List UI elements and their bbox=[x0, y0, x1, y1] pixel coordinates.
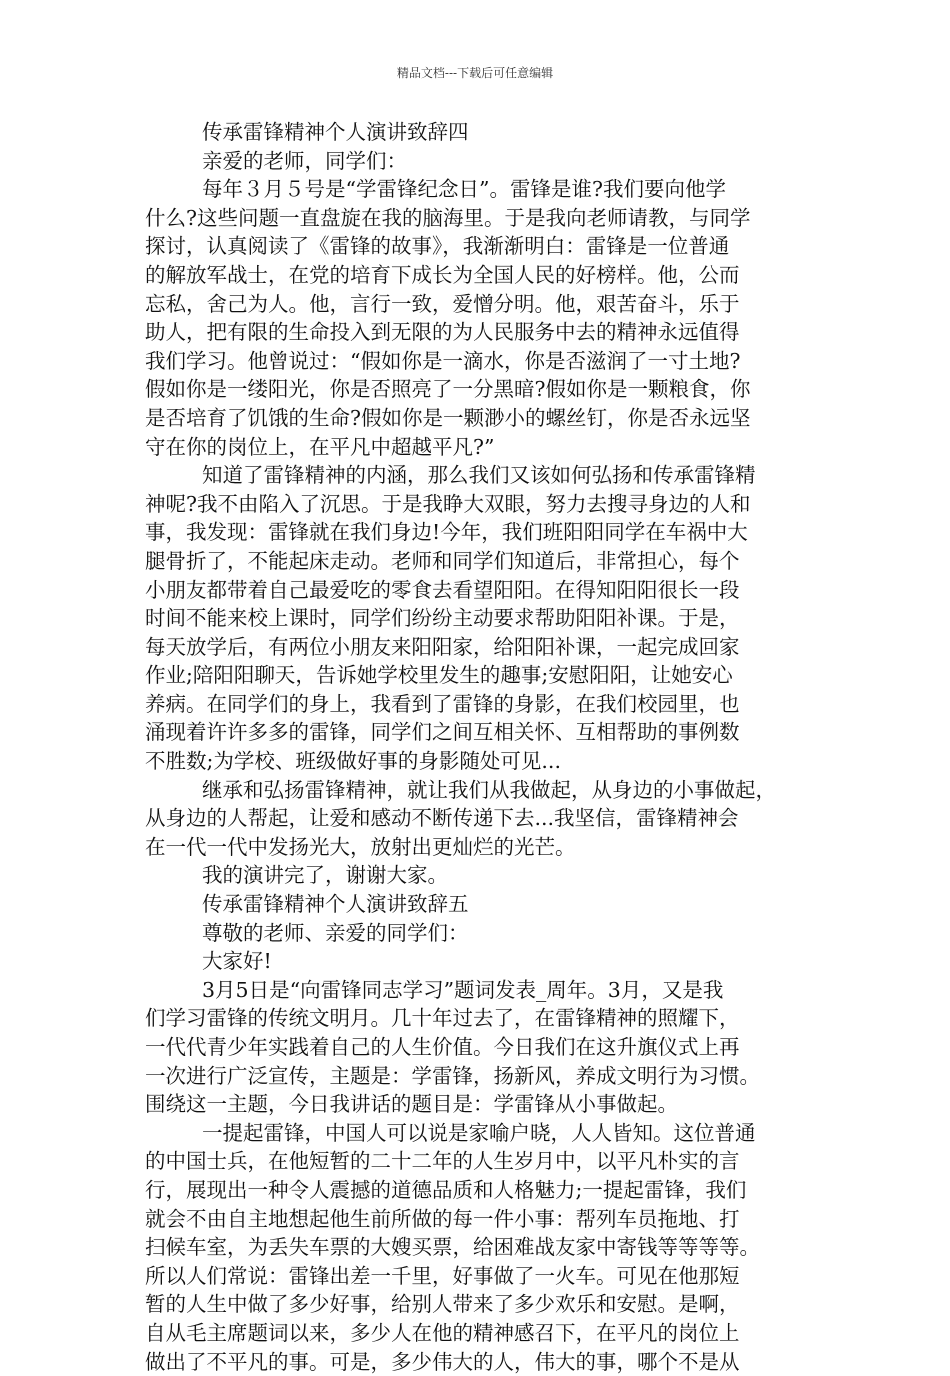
text-line: 助人，把有限的生命投入到无限的为人民服务中去的精神永远值得 bbox=[145, 320, 740, 345]
document-body bbox=[145, 118, 820, 1376]
text-line: 一提起雷锋，中国人可以说是家喻户晓，人人皆知。这位普通 bbox=[202, 1120, 756, 1145]
text-line: 做出了不平凡的事。可是，多少伟大的人，伟大的事，哪个不是从 bbox=[145, 1349, 740, 1374]
text-line: 的中国士兵，在他短暂的二十二年的人生岁月中，以平凡朴实的言 bbox=[145, 1149, 740, 1174]
text-line: 3月5日是“向雷锋同志学习”题词发表_周年。3月，又是我 bbox=[202, 977, 724, 1002]
text-line: 大家好! bbox=[202, 949, 272, 974]
text-line: 事，我发现：雷锋就在我们身边!今年，我们班阳阳同学在车祸中大 bbox=[145, 520, 748, 545]
text-line: 一代代青少年实践着自己的人生价值。今日我们在这升旗仪式上再 bbox=[145, 1035, 740, 1059]
text-line: 探讨，认真阅读了《雷锋的故事》，我渐渐明白：雷锋是一位普通 bbox=[145, 234, 730, 259]
text-line: 从身边的人帮起，让爱和感动不断传递下去...我坚信，雷锋精神会 bbox=[145, 806, 739, 831]
text-line: 作业;陪阳阳聊天，告诉她学校里发生的趣事;安慰阳阳，让她安心 bbox=[145, 663, 733, 688]
text-line: 的解放军战士，在党的培育下成长为全国人民的好榜样。他，公而 bbox=[145, 262, 740, 287]
text-line: 不胜数;为学校、班级做好事的身影随处可见... bbox=[145, 749, 561, 774]
text-line: 小朋友都带着自己最爱吃的零食去看望阳阳。在得知阳阳很长一段 bbox=[145, 577, 740, 602]
text-line: 知道了雷锋精神的内涵，那么我们又该如何弘扬和传承雷锋精 bbox=[202, 463, 756, 488]
text-line: 假如你是一缕阳光，你是否照亮了一分黑暗?假如你是一颗粮食，你 bbox=[145, 377, 751, 402]
text-line: 就会不由自主地想起他生前所做的每一件小事：帮列车员拖地、打 bbox=[145, 1206, 740, 1231]
text-line: 神呢?我不由陷入了沉思。于是我睁大双眼，努力去搜寻身边的人和 bbox=[145, 491, 751, 516]
text-line: 传承雷锋精神个人演讲致辞五 bbox=[202, 892, 469, 917]
text-line: 所以人们常说：雷锋出差一千里，好事做了一火车。可见在他那短 bbox=[145, 1263, 740, 1288]
text-line: 们学习雷锋的传统文明月。几十年过去了，在雷锋精神的照耀下， bbox=[145, 1006, 740, 1031]
text-line: 养病。在同学们的身上，我看到了雷锋的身影，在我们校园里，也 bbox=[145, 691, 740, 716]
page-header: 精品文档---下载后可任意编辑 bbox=[396, 66, 554, 80]
text-line: 在一代一代中发扬光大，放射出更灿烂的光芒。 bbox=[145, 834, 576, 859]
text-line: 我的演讲完了，谢谢大家。 bbox=[202, 863, 448, 888]
text-line: 忘私，舍己为人。他，言行一致，爱憎分明。他，艰苦奋斗，乐于 bbox=[145, 291, 740, 316]
text-line: 扫候车室，为丢失车票的大嫂买票，给困难战友家中寄钱等等等等。 bbox=[145, 1235, 760, 1260]
text-line: 每年３月５号是“学雷锋纪念日”。雷锋是谁?我们要向他学 bbox=[202, 177, 726, 202]
text-line: 行，展现出一种令人震撼的道德品质和人格魅力;一提起雷锋，我们 bbox=[145, 1177, 747, 1202]
text-line: 传承雷锋精神个人演讲致辞四 bbox=[202, 120, 469, 144]
text-line: 守在你的岗位上，在平凡中超越平凡?” bbox=[145, 434, 495, 459]
text-line: 暂的人生中做了多少好事，给别人带来了多少欢乐和安慰。是啊， bbox=[145, 1292, 740, 1317]
text-line: 我们学习。他曾说过：“假如你是一滴水，你是否滋润了一寸土地? bbox=[145, 348, 741, 373]
text-line: 是否培育了饥饿的生命?假如你是一颗渺小的螺丝钉，你是否永远坚 bbox=[145, 405, 751, 430]
text-line: 围绕这一主题，今日我讲话的题目是：学雷锋从小事做起。 bbox=[145, 1092, 678, 1117]
text-line: 尊敬的老师、亲爱的同学们： bbox=[202, 920, 469, 945]
text-line: 自从毛主席题词以来，多少人在他的精神感召下，在平凡的岗位上 bbox=[145, 1320, 740, 1345]
text-line: 腿骨折了，不能起床走动。老师和同学们知道后，非常担心，每个 bbox=[145, 548, 740, 573]
text-line: 亲爱的老师，同学们： bbox=[202, 148, 407, 173]
text-line: 时间不能来校上课时，同学们纷纷主动要求帮助阳阳补课。于是， bbox=[145, 606, 740, 631]
text-line: 继承和弘扬雷锋精神，就让我们从我做起，从身边的小事做起， bbox=[202, 777, 776, 802]
text-line: 一次进行广泛宣传，主题是：学雷锋，扬新风，养成文明行为习惯。 bbox=[145, 1063, 760, 1088]
text-line: 每天放学后，有两位小朋友来阳阳家，给阳阳补课，一起完成回家 bbox=[145, 634, 740, 659]
text-line: 涌现着许许多多的雷锋，同学们之间互相关怀、互相帮助的事例数 bbox=[145, 720, 740, 745]
text-line: 什么?这些问题一直盘旋在我的脑海里。于是我向老师请教，与同学 bbox=[145, 205, 751, 230]
